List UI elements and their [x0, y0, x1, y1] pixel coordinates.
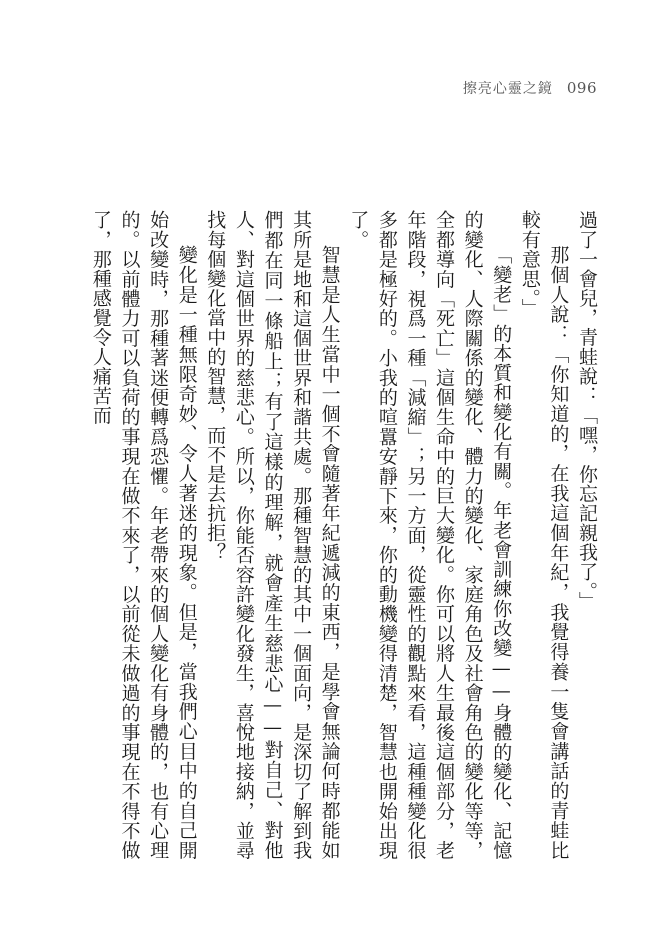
book-title: 擦亮心靈之鏡 — [462, 81, 553, 97]
paragraph: 智慧是人生當中一個不會隨著年紀遞減的東西，是學會無論何時都能如其所是地和這個世界和諧共處。那種智慧的其中一個面向，是深切了解到我們都在同一條船上；有了這樣的理解，就會產生慈悲心——對自己、對他人、對這個世界的慈悲心。所以，你能否容許變化發生，喜悅地接納，並尋找每個變化當中的智慧，而不是去抗拒？ — [204, 210, 341, 860]
paragraph: 那個人說：「你知道的，在我這個年紀，我覺得養一隻會講話的青蛙比較有意思。」 — [518, 210, 570, 860]
paragraph: 過了一會兒，青蛙說：「嘿，你忘記親我了。」 — [576, 210, 598, 612]
paragraph: 變化是一種無限奇妙、令人著迷的現象。但是，當我們心目中的自己開始改變時，那種著迷便轉爲恐懼。年老帶來的個人變化有身體的，也有心理的。以前體力可以負荷的事現在做不來了，以前從未做過的事現在不得不做了，那種感覺令人痛苦而 — [89, 210, 198, 860]
running-header — [463, 78, 597, 98]
paragraph: 「變老」的本質和變化有關。年老會訓練你改變——身體的變化、記憶的變化、人際關係的變化、體力的變化、家庭角色及社會角色的變化等等，全都導向「死亡」這個生命中的巨大變化。你可以將人生最後這個部分，老年階段，視爲一種「減縮」；另一方面，從靈性的觀點來看，這種種變化很多都是極好的。小我的喧囂安靜下來，你的動機變得清楚，智慧也開始出現了。 — [347, 210, 513, 860]
body-text — [61, 210, 601, 860]
page-number: 096 — [566, 79, 597, 97]
